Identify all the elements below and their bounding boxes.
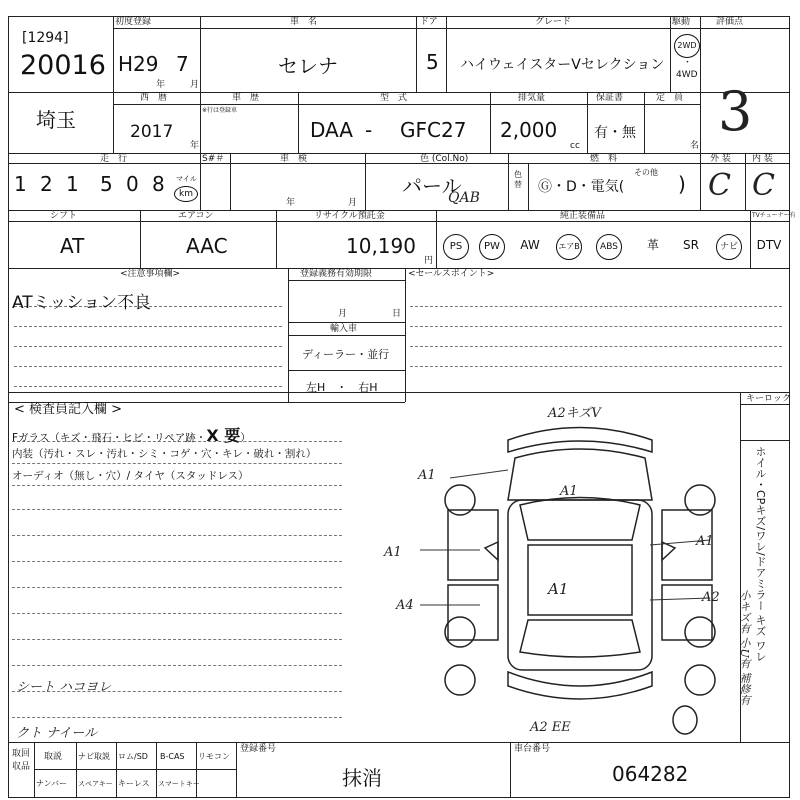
- fglass-line: Fガラス（キズ・飛石・ヒビ・リペア跡・X 要）: [12, 426, 251, 445]
- mark-right-front: A1: [696, 534, 714, 549]
- reg-number: 抹消: [342, 766, 382, 790]
- mark-bottom: A2 EE: [530, 720, 571, 735]
- drive-4wd: 4WD: [676, 70, 698, 80]
- model-code: GFC27: [400, 118, 467, 142]
- car-name: セレナ: [278, 54, 338, 78]
- mark-left-door: A1: [384, 545, 402, 560]
- inspector-title: < 検査員記入欄 >: [14, 402, 123, 417]
- car-name-label: 車 名: [290, 17, 318, 27]
- mark-top: A2キズV: [548, 406, 601, 421]
- mileage-digit: 0: [126, 172, 139, 196]
- lot-number: 20016: [20, 50, 106, 81]
- first-reg-label: 初度登録: [115, 17, 152, 27]
- equip-ps: PS: [439, 232, 473, 258]
- mark-hood: A1: [560, 484, 578, 499]
- grid-line: [8, 16, 9, 797]
- mileage-digit: 1: [66, 172, 79, 196]
- grade-value: ハイウェイスターVセレクション: [460, 57, 665, 73]
- side-note-2: 小キズ有 小U有 補修有: [738, 590, 751, 706]
- equip-pw: PW: [475, 232, 509, 258]
- lot-bracket: [1294]: [22, 30, 69, 46]
- equip-aw: AW: [520, 238, 540, 252]
- keylock-label: キーロック: [746, 394, 791, 404]
- grid-line: [8, 797, 790, 798]
- hand-note-1: シート ハコヨレ: [16, 680, 112, 695]
- equip-navi: ナビ: [712, 232, 746, 258]
- handle-options: 左H ・ 右H: [306, 381, 378, 394]
- doors-label: ドア: [420, 17, 438, 27]
- mark-left-rear: A4: [396, 598, 414, 613]
- doors-value: 5: [426, 50, 439, 74]
- displacement: 2,000: [500, 118, 558, 142]
- equip-abs: ABS: [592, 232, 626, 258]
- equip-leather: 革: [646, 238, 659, 252]
- model-prefix: DAA: [310, 118, 353, 142]
- grid-line: [8, 742, 790, 743]
- drive-label: 駆動: [672, 17, 691, 27]
- aircon-value: AAC: [186, 234, 228, 258]
- mileage-digit: 5: [100, 172, 113, 196]
- fuel-value: Ⓖ・D・電気(: [538, 179, 625, 195]
- mileage-digit: 1: [14, 172, 27, 196]
- first-reg-month: 7: [176, 52, 189, 76]
- audio-tire-line: オーディオ（無し・穴）/ タイヤ（スタッドレス）: [12, 470, 249, 482]
- mark-left-front: A1: [418, 468, 436, 483]
- mileage-digit: 8: [152, 172, 165, 196]
- chassis-number: 064282: [612, 762, 689, 786]
- note-text: ATミッション不良: [12, 293, 152, 313]
- color-code: QAB: [448, 190, 480, 206]
- car-diagram: [420, 400, 740, 740]
- equip-airbag: エアB: [552, 232, 586, 258]
- interior-grade: C: [752, 168, 775, 203]
- first-reg-era: H29: [118, 52, 159, 76]
- hand-note-2: クト ナイール: [16, 726, 97, 741]
- color-value: パール: [402, 174, 462, 198]
- equip-sunroof: SR: [683, 238, 699, 252]
- grid-line: [789, 16, 790, 797]
- eval-score: 3: [718, 80, 753, 143]
- shift-value: AT: [60, 234, 85, 258]
- grid-line: [8, 392, 790, 393]
- km-circle: km: [174, 186, 198, 202]
- exterior-grade: C: [708, 168, 731, 203]
- grid-line: [8, 210, 790, 211]
- location: 埼玉: [36, 108, 76, 132]
- eval-label: 評価点: [716, 17, 744, 27]
- drive-2wd-circle: 2WD: [674, 34, 700, 58]
- mark-roof: A1: [548, 580, 569, 598]
- grade-label: グレード: [535, 17, 572, 27]
- recovery-label: 取回収品: [12, 749, 31, 772]
- equip-dtv: DTV: [756, 238, 782, 252]
- western-year: 2017: [130, 122, 174, 142]
- warranty: 有・無: [594, 125, 636, 141]
- mark-right-rear: A2: [702, 590, 720, 605]
- interior-line: 内装（汚れ・スレ・汚れ・シミ・コゲ・穴・キレ・破れ・割れ）: [12, 448, 317, 460]
- recycle-fee: 10,190: [346, 234, 416, 258]
- import-options: ディーラー・並行: [302, 348, 390, 361]
- side-note: ホイル・CPキズ/ワレ/ドアミラー キズ ワレ: [754, 446, 767, 662]
- mileage-digit: 2: [40, 172, 53, 196]
